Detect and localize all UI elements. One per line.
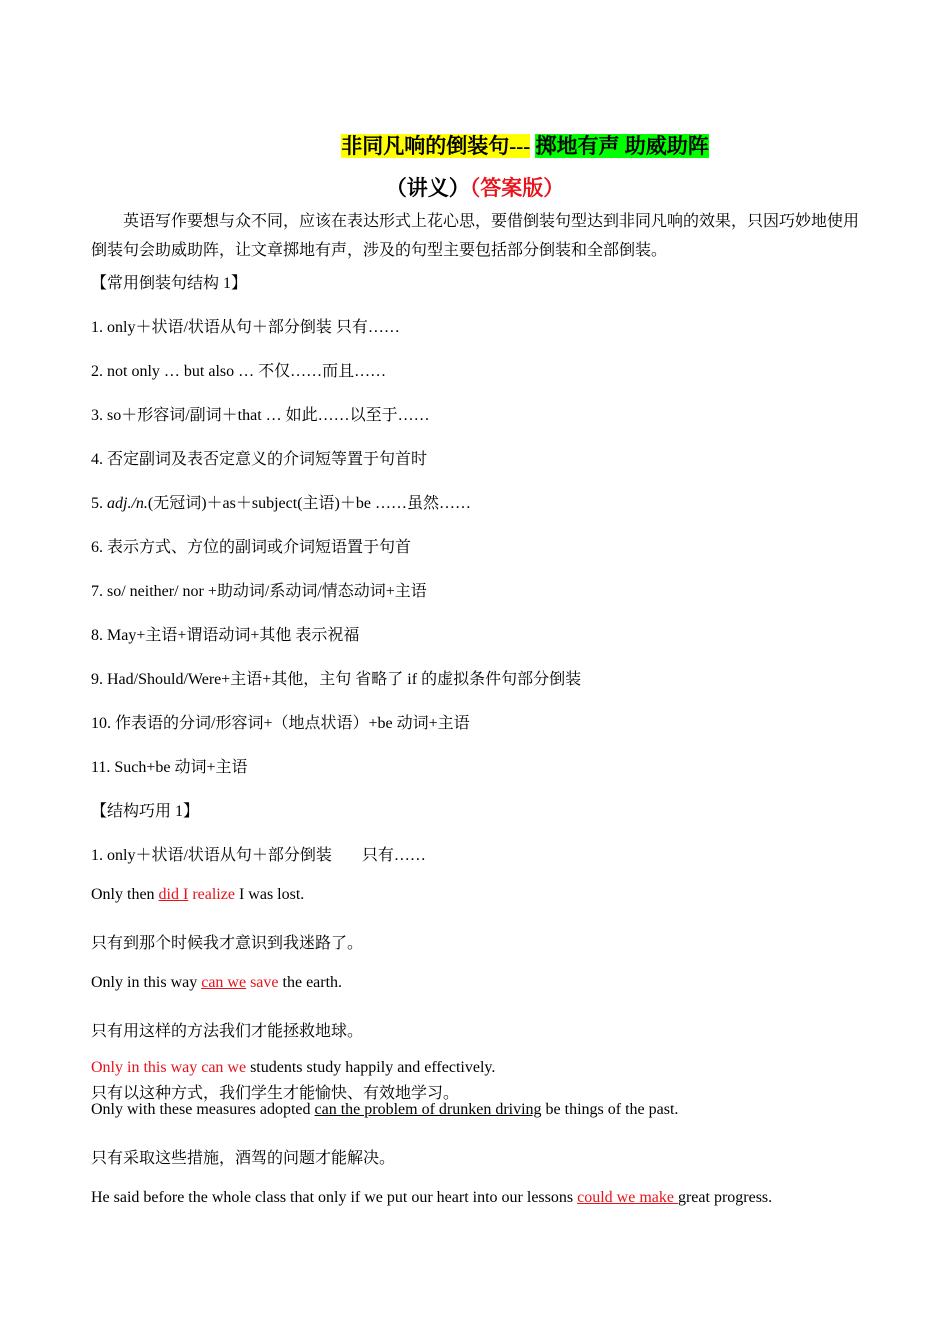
structure-item: 3. so＋形容词/副词＋that … 如此……以至于…… xyxy=(91,407,430,424)
structure-item: 10. 作表语的分词/形容词+（地点状语）+be 动词+主语 xyxy=(91,715,470,732)
structure-item: 4. 否定副词及表否定意义的介词短等置于句首时 xyxy=(91,451,428,468)
usage-pattern: 1. only＋状语/状语从句＋部分倒装 xyxy=(91,847,332,864)
structure-item: 8. May+主语+谓语动词+其他 表示祝福 xyxy=(91,627,360,644)
example-text: Only in this way xyxy=(91,974,202,991)
example-answer: can we xyxy=(201,974,247,991)
structure-item-5 xyxy=(91,490,471,513)
structure-item: 1. only＋状语/状语从句＋部分倒装 只有…… xyxy=(91,319,400,336)
example-translation: 只有用这样的方法我们才能拯救地球。 xyxy=(91,1023,364,1040)
example-translation: 只有到那个时候我才意识到我迷路了。 xyxy=(91,935,364,952)
example-text: He said before the whole class that only if we put our heart into our lessons xyxy=(91,1189,578,1206)
example-answer: could we make xyxy=(577,1189,678,1206)
usage-heading xyxy=(91,842,426,865)
structure-item: 6. 表示方式、方位的副词或介词短语置于句首 xyxy=(91,539,412,556)
example-sentence xyxy=(91,974,342,992)
structure-item: 7. so/ neither/ nor +助动词/系动词/情态动词+主语 xyxy=(91,583,427,600)
title-dashes: --- xyxy=(509,134,531,158)
example-answer: save xyxy=(246,974,279,991)
usage-meaning: 只有…… xyxy=(361,847,426,864)
title-part1: 非同凡响的倒装句 xyxy=(341,134,510,158)
example-text: students study happily and effectively. xyxy=(246,1059,496,1076)
section2-heading: 【结构巧用 1】 xyxy=(91,803,200,820)
structure-item: 2. not only … but also … 不仅……而且…… xyxy=(91,363,387,380)
example-translation: 只有以这种方式，我们学生才能愉快、有效地学习。 xyxy=(91,1085,460,1102)
intro-paragraph: 英语写作要想与众不同，应该在表达形式上花心思，要借倒装句型达到非同凡响的效果，只因巧妙地使用倒装句会助威助阵，让文章掷地有声，涉及的句型主要包括部分倒装和全部倒装。 xyxy=(91,213,860,259)
structure5-italic: adj./n. xyxy=(107,495,148,512)
subtitle-answer: （答案版） xyxy=(469,176,565,200)
structure5-rest: (无冠词)＋as＋subject(主语)＋be ……虽然…… xyxy=(147,495,471,512)
structure5-prefix: 5. xyxy=(91,495,107,512)
document-title xyxy=(0,130,950,160)
title-part2: 掷地有声 助威助阵 xyxy=(535,134,709,158)
example-text: be things of the past. xyxy=(541,1101,679,1118)
example-sentence xyxy=(91,886,304,904)
structure-item: 9. Had/Should/Were+主语+其他，主句 省略了 if 的虚拟条件句部分倒装 xyxy=(91,671,582,688)
example-answer: realize xyxy=(188,886,235,903)
example-answer: did I xyxy=(158,886,189,903)
example-text: Only with these measures adopted xyxy=(91,1101,315,1118)
subtitle-lecture: （讲义） xyxy=(385,176,470,200)
example-sentence xyxy=(91,1189,772,1207)
example-text: great progress. xyxy=(677,1189,773,1206)
example-text: Only then xyxy=(91,886,159,903)
structure-item: 11. Such+be 动词+主语 xyxy=(91,759,248,776)
section1-heading: 【常用倒装句结构 1】 xyxy=(91,275,248,292)
example-answer: Only in this way can we xyxy=(91,1059,247,1076)
example-text: the earth. xyxy=(278,974,343,991)
example-translation: 只有采取这些措施，酒驾的问题才能解决。 xyxy=(91,1150,396,1167)
document-subtitle xyxy=(0,172,950,202)
example-text: I was lost. xyxy=(234,886,305,903)
example-sentence xyxy=(91,1101,678,1119)
example-sentence xyxy=(91,1059,495,1077)
example-underlined: can the problem of drunken driving xyxy=(314,1101,542,1118)
